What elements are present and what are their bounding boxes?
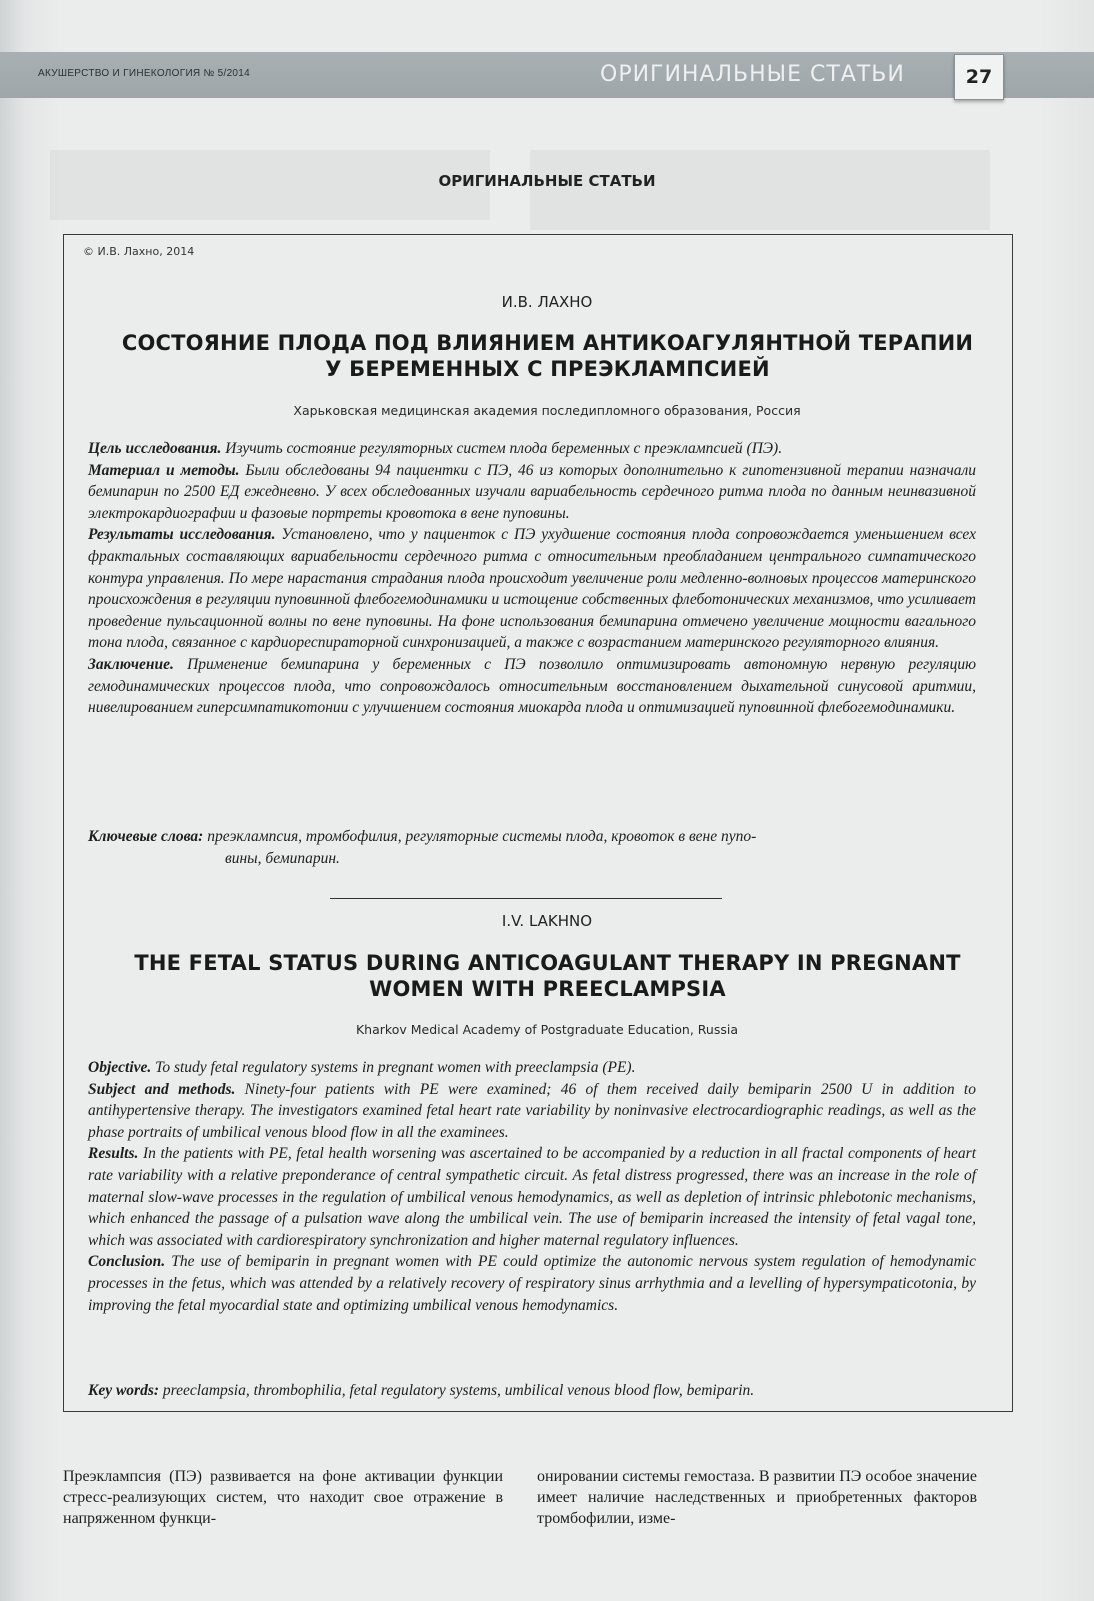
bleed-through-right xyxy=(530,150,990,230)
objective-en-text: To study fetal regulatory systems in pregnant women with preeclampsia (PE). xyxy=(151,1059,636,1076)
conclusion-ru-label: Заключение. xyxy=(88,655,174,673)
author-ru: И.В. ЛАХНО xyxy=(501,293,593,311)
keywords-ru-label: Ключевые слова: xyxy=(88,828,204,845)
objective-ru-label: Цель исследования. xyxy=(88,440,222,457)
page-number: 27 xyxy=(954,54,1004,100)
title-en-line1: THE FETAL STATUS DURING ANTICOAGULANT THERAPY IN PREGNANT xyxy=(134,951,961,975)
conclusion-ru-text: Применение бемипарина у беременных с ПЭ позволило оптимизировать автономную нервную регуляцию гемодинамических процессов плода, что сопровождалось относительным восстановлением дыхательной синусовой аритмии, нивелированием гиперсимпатикотонии с улучшением состояния миокарда плода и оптимизацией пуповинной флебогемодинамики. xyxy=(88,655,976,717)
affiliation-en: Kharkov Medical Academy of Postgraduate Education, Russia xyxy=(355,1022,738,1037)
methods-en-text: Ninety-four patients with PE were examined; 46 of them received daily bemiparin 2500 U in addition to antihypertensive therapy. The investigators examined fetal heart rate variability by noninvasive electrocardiographic readings, as well as the phase portraits of umbilical venous blood flow in all the examinees. xyxy=(88,1080,976,1141)
language-divider xyxy=(330,898,722,899)
results-ru xyxy=(88,524,976,654)
methods-ru-text: Были обследованы 94 пациентки с ПЭ, 46 из которых дополнительно к гипотензивной терапии назначали бемипарин по 2500 ЕД ежедневно. У всех обследованных изучали вариабельность сердечного ритма плода по данным неинвазивной электрокардиографии и фазовые портреты кровотока в вене пуповины. xyxy=(88,461,977,522)
body-column-1: Преэклампсия (ПЭ) развивается на фоне активации функции стресс-реализующих систем, что находит свое отражение в напряженном функци- xyxy=(63,1468,503,1527)
abstract-ru xyxy=(88,438,976,719)
abstract-en xyxy=(88,1057,976,1316)
conclusion-en-text: The use of bemiparin in pregnant women with PE could optimize the autonomic nervous system regulation of hemodynamic processes in the fetus, which was attended by a relatively recovery of respiratory sinus arrhythmia and a levelling of hypersympaticotonia, by improving the fetal myocardial state and optimizing umbilical venous hemodynamics. xyxy=(88,1253,976,1314)
conclusion-en xyxy=(88,1251,976,1316)
results-en xyxy=(88,1143,976,1251)
body-column-2: онировании системы гемостаза. В развитии ПЭ особое значение имеет наличие наследственных и приобретенных факторов тромбофилии, изме- xyxy=(537,1468,977,1527)
objective-en xyxy=(88,1057,976,1079)
results-ru-label: Результаты исследования. xyxy=(88,526,276,544)
methods-en-label: Subject and methods. xyxy=(88,1080,236,1098)
journal-name: АКУШЕРСТВО И ГИНЕКОЛОГИЯ № 5/2014 xyxy=(38,68,251,79)
methods-en xyxy=(88,1079,976,1144)
methods-ru xyxy=(88,460,976,525)
affiliation-ru: Харьковская медицинская академия последипломного образования, Россия xyxy=(293,403,801,418)
objective-ru-text: Изучить состояние регуляторных систем плода беременных с преэклампсией (ПЭ). xyxy=(221,440,783,457)
title-en-line2: WOMEN WITH PREECLAMPSIA xyxy=(369,977,726,1001)
keywords-en xyxy=(88,1380,976,1402)
methods-ru-label: Материал и методы. xyxy=(88,461,240,479)
keywords-ru-line2: вины, бемипарин. xyxy=(225,849,340,867)
title-en xyxy=(80,950,1015,1002)
objective-en-label: Objective. xyxy=(88,1059,152,1076)
title-ru-line2: У БЕРЕМЕННЫХ С ПРЕЭКЛАМПСИЕЙ xyxy=(325,357,770,381)
header-section-label: ОРИГИНАЛЬНЫЕ СТАТЬИ xyxy=(600,62,905,87)
author-en: I.V. LAKHNO xyxy=(501,912,593,930)
keywords-ru xyxy=(88,826,976,869)
keywords-en-text: preeclampsia, thrombophilia, fetal regulatory systems, umbilical venous blood flow, bemiparin. xyxy=(159,1382,755,1399)
results-ru-text: Установлено, что у пациенток с ПЭ ухудшение состояния плода сопровождается уменьшением всех фрактальных составляющих вариабельности сердечного ритма с относительным преобладанием центрального симпатического контура управления. По мере нарастания страдания плода происходит увеличение роли медленно-волновых процессов материнского происхождения в регуляции пуповинной флебогемодинамики и истощение собственных флеботонических механизмов, что усиливает проведение пульсационной волны по вене пуповины. На фоне использования бемипарина отмечено увеличение мощности вагального тона плода, связанное с кардиореспираторной синхронизацией, а также с возрастанием материнского регуляторного влияния. xyxy=(88,526,976,652)
copyright: © И.В. Лахно, 2014 xyxy=(83,245,195,258)
section-heading: ОРИГИНАЛЬНЫЕ СТАТЬИ xyxy=(438,172,656,190)
results-en-text: In the patients with PE, fetal health worsening was ascertained to be accompanied by a reduction in all fractal components of heart rate variability with a relative preponderance of central sympathetic circuit. As fetal distress progressed, there was an increase in the role of maternal slow-wave processes in the regulation of umbilical venous hemodynamics, as well as depletion of intrinsic phlebotonic mechanisms, which enhanced the passage of a pulsation wave along the umbilical vein. The use of bemiparin increased the intensity of fetal vagal tone, which was associated with cardiorespiratory synchronization and higher maternal regulatory influences. xyxy=(88,1145,976,1249)
conclusion-en-label: Conclusion. xyxy=(88,1253,166,1271)
objective-ru xyxy=(88,438,976,460)
keywords-en-label: Key words: xyxy=(88,1382,160,1399)
title-ru-line1: СОСТОЯНИЕ ПЛОДА ПОД ВЛИЯНИЕМ АНТИКОАГУЛЯНТНОЙ ТЕРАПИИ xyxy=(121,331,974,355)
keywords-ru-line1: преэклампсия, тромбофилия, регуляторные системы плода, кровоток в вене пупо- xyxy=(203,828,757,845)
conclusion-ru xyxy=(88,654,976,719)
title-ru xyxy=(80,330,1015,382)
results-en-label: Results. xyxy=(88,1145,139,1163)
